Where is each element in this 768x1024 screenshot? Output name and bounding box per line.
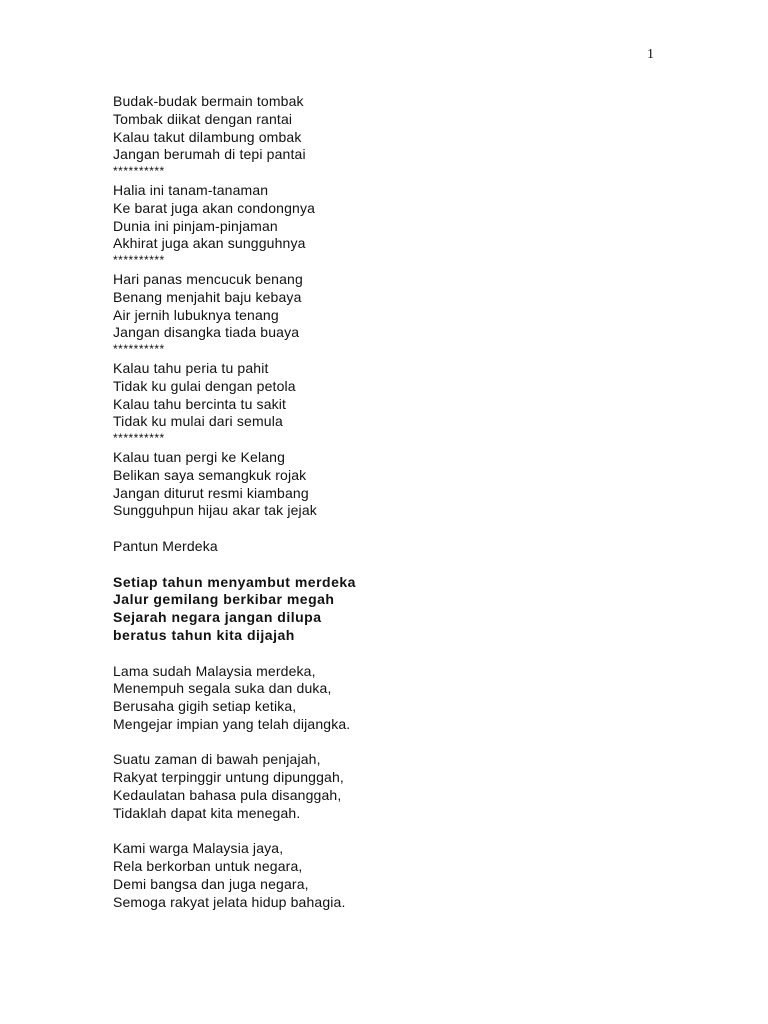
stanza-separator: **********: [113, 342, 165, 357]
verse-line: Jalur gemilang berkibar megah: [113, 591, 335, 608]
verse-line: Tidaklah dapat kita menegah.: [113, 804, 301, 821]
verse-line: Rakyat terpinggir untung dipunggah,: [113, 769, 344, 786]
verse-line: Menempuh segala suka dan duka,: [113, 680, 332, 697]
merdeka-bold-stanza: [113, 574, 673, 645]
verse-line: Jangan berumah di tepi pantai: [113, 146, 306, 163]
pantun-stanza: [113, 93, 673, 164]
merdeka-stanza: [113, 663, 673, 734]
blank-line: [113, 823, 673, 841]
verse-line: Kalau tuan pergi ke Kelang: [113, 448, 286, 465]
merdeka-stanza: [113, 751, 673, 822]
verse-line: Lama sudah Malaysia merdeka,: [113, 662, 316, 679]
verse-line: Kalau takut dilambung ombak: [113, 128, 302, 145]
verse-line: Akhirat juga akan sungguhnya: [113, 235, 306, 252]
section-title: Pantun Merdeka: [113, 537, 218, 554]
verse-line: Demi bangsa dan juga negara,: [113, 876, 309, 893]
page-number: 1: [647, 47, 654, 62]
stanza-separator: **********: [113, 253, 165, 268]
merdeka-stanza: [113, 840, 673, 911]
verse-line: Hari panas mencucuk benang: [113, 270, 303, 287]
pantun-stanza: [113, 182, 673, 253]
verse-line: beratus tahun kita dijajah: [113, 626, 295, 643]
verse-line: Kalau tahu peria tu pahit: [113, 359, 269, 376]
stanza-separator: **********: [113, 164, 165, 179]
verse-line: Kalau tahu bercinta tu sakit: [113, 395, 287, 412]
verse-line: Kami warga Malaysia jaya,: [113, 840, 284, 857]
verse-line: Jangan diturut resmi kiambang: [113, 484, 309, 501]
verse-line: Benang menjahit baju kebaya: [113, 288, 302, 305]
verse-line: Jangan disangka tiada buaya: [113, 324, 300, 341]
blank-line: [113, 556, 673, 574]
stanza-separator: **********: [113, 431, 165, 446]
pantun-stanza: [113, 271, 673, 342]
verse-line: Suatu zaman di bawah penjajah,: [113, 751, 321, 768]
verse-line: Ke barat juga akan condongnya: [113, 199, 316, 216]
poem-body: [113, 93, 673, 912]
verse-line: Kedaulatan bahasa pula disanggah,: [113, 787, 342, 804]
verse-line: Tombak diikat dengan rantai: [113, 110, 293, 127]
pantun-stanza: [113, 449, 673, 520]
blank-line: [113, 520, 673, 538]
verse-line: Semoga rakyat jelata hidup bahagia.: [113, 893, 346, 910]
verse-line: Sungguhpun hijau akar tak jejak: [113, 502, 317, 519]
verse-line: Air jernih lubuknya tenang: [113, 306, 279, 323]
verse-line: Tidak ku gulai dengan petola: [113, 377, 296, 394]
verse-line: Budak-budak bermain tombak: [113, 93, 304, 109]
blank-line: [113, 645, 673, 663]
blank-line: [113, 734, 673, 752]
verse-line: Belikan saya semangkuk rojak: [113, 466, 307, 483]
verse-line: Setiap tahun menyambut merdeka: [113, 573, 356, 590]
verse-line: Sejarah negara jangan dilupa: [113, 609, 322, 626]
verse-line: Berusaha gigih setiap ketika,: [113, 698, 297, 715]
verse-line: Halia ini tanam-tanaman: [113, 181, 269, 198]
verse-line: Rela berkorban untuk negara,: [113, 858, 303, 875]
verse-line: Dunia ini pinjam-pinjaman: [113, 217, 278, 234]
pantun-stanza: [113, 360, 673, 431]
verse-line: Tidak ku mulai dari semula: [113, 413, 283, 430]
verse-line: Mengejar impian yang telah dijangka.: [113, 715, 351, 732]
